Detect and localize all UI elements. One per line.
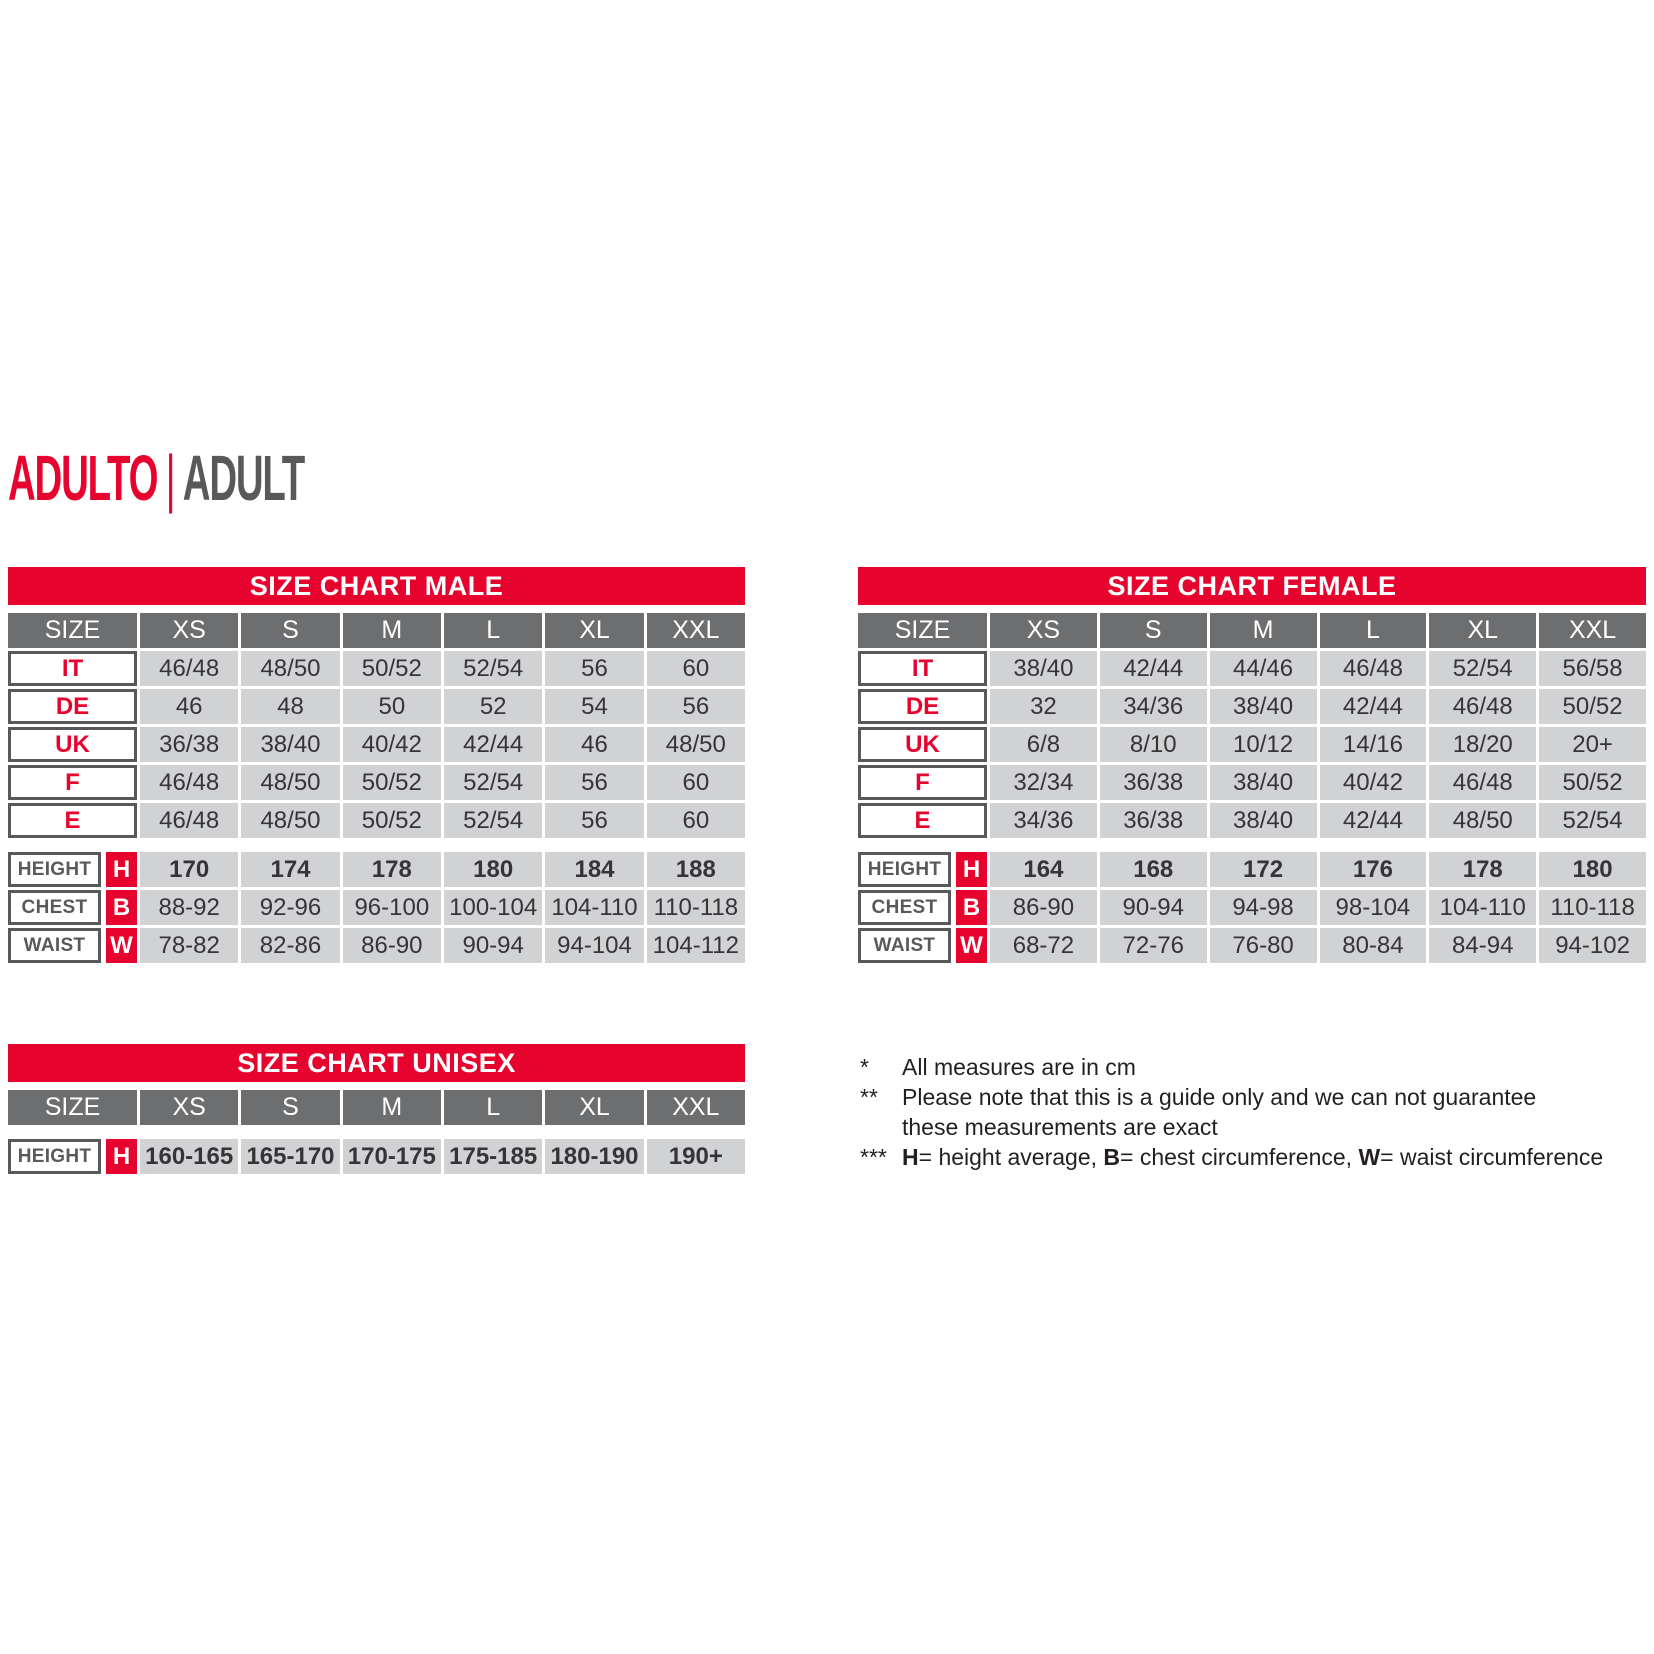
size-value-cell: 56: [647, 689, 745, 724]
column-header-l: L: [444, 1090, 542, 1125]
column-header-xl: XL: [1429, 613, 1536, 648]
size-value-cell: 42/44: [444, 727, 542, 762]
page-title: [8, 442, 305, 514]
measure-value-cell: 90-94: [1100, 890, 1207, 925]
size-value-cell: 36/38: [140, 727, 238, 762]
measure-value-cell: 188: [647, 852, 745, 887]
size-value-cell: 42/44: [1100, 651, 1207, 686]
size-value-cell: 8/10: [1100, 727, 1207, 762]
size-chart-unisex-table: [8, 1044, 745, 1174]
footnotes: [860, 1052, 1654, 1172]
measure-badge-w: W: [956, 928, 987, 963]
measure-value-cell: 80-84: [1320, 928, 1427, 963]
footnote-1: [860, 1052, 1654, 1082]
size-value-cell: 44/46: [1210, 651, 1317, 686]
size-value-cell: 48/50: [241, 803, 339, 838]
measure-value-cell: 160-165: [140, 1139, 238, 1174]
measure-value-cell: 180-190: [545, 1139, 643, 1174]
female-row-height: [858, 852, 1646, 887]
female-row-it: [858, 651, 1646, 686]
region-label-e: E: [858, 803, 987, 838]
column-header-l: L: [1320, 613, 1427, 648]
column-header-xs: XS: [990, 613, 1097, 648]
measure-value-cell: 178: [1429, 852, 1536, 887]
footnote-marker: **: [860, 1084, 878, 1110]
measure-label-waist: WAIST: [8, 928, 101, 963]
size-value-cell: 42/44: [1320, 803, 1427, 838]
footnote-text: Please note that this is a guide only and we can not guarantee these measurements are exact: [902, 1084, 1537, 1140]
male-row-it: [8, 651, 745, 686]
measure-value-cell: 168: [1100, 852, 1207, 887]
size-chart-male-table: [8, 567, 745, 963]
measure-value-cell: 68-72: [990, 928, 1097, 963]
measure-value-cell: 175-185: [444, 1139, 542, 1174]
measure-value-cell: 88-92: [140, 890, 238, 925]
column-header-s: S: [241, 1090, 339, 1125]
measure-value-cell: 96-100: [343, 890, 441, 925]
female-row-waist: [858, 928, 1646, 963]
region-label-de: DE: [8, 689, 137, 724]
size-value-cell: 46/48: [1429, 689, 1536, 724]
measure-value-cell: 180: [1539, 852, 1646, 887]
column-header-xxl: XXL: [647, 1090, 745, 1125]
size-value-cell: 36/38: [1100, 803, 1207, 838]
column-header-l: L: [444, 613, 542, 648]
column-header-xl: XL: [545, 613, 643, 648]
column-header-s: S: [241, 613, 339, 648]
footnote-text: H= height average, B= chest circumference, W= waist circumference: [902, 1144, 1604, 1170]
region-label-uk: UK: [8, 727, 137, 762]
size-value-cell: 50/52: [1539, 689, 1646, 724]
male-row-height: [8, 852, 745, 887]
male-row-de: [8, 689, 745, 724]
size-value-cell: 48/50: [1429, 803, 1536, 838]
column-header-xs: XS: [140, 1090, 238, 1125]
measure-value-cell: 78-82: [140, 928, 238, 963]
size-value-cell: 46/48: [1320, 651, 1427, 686]
size-value-cell: 40/42: [1320, 765, 1427, 800]
measure-value-cell: 104-110: [1429, 890, 1536, 925]
column-header-m: M: [1210, 613, 1317, 648]
size-value-cell: 10/12: [1210, 727, 1317, 762]
size-value-cell: 32/34: [990, 765, 1097, 800]
region-label-f: F: [858, 765, 987, 800]
measure-label-group: [858, 928, 987, 963]
female-row-f: [858, 765, 1646, 800]
column-header-s: S: [1100, 613, 1207, 648]
size-value-cell: 50/52: [343, 803, 441, 838]
size-value-cell: 52/54: [444, 765, 542, 800]
female-table-title: SIZE CHART FEMALE: [858, 567, 1646, 605]
size-value-cell: 48/50: [241, 651, 339, 686]
unisex-row-height: [8, 1139, 745, 1174]
measure-value-cell: 176: [1320, 852, 1427, 887]
size-value-cell: 46: [140, 689, 238, 724]
measure-label-group: [8, 890, 137, 925]
size-value-cell: 42/44: [1320, 689, 1427, 724]
footnote-text: All measures are in cm: [902, 1054, 1136, 1080]
column-header-xl: XL: [545, 1090, 643, 1125]
size-value-cell: 54: [545, 689, 643, 724]
measure-value-cell: 174: [241, 852, 339, 887]
size-value-cell: 60: [647, 651, 745, 686]
measure-label-height: HEIGHT: [8, 852, 101, 887]
size-value-cell: 46/48: [1429, 765, 1536, 800]
unisex-table-title: SIZE CHART UNISEX: [8, 1044, 745, 1082]
unisex-header-row: [8, 1090, 745, 1125]
page-title-separator: |: [165, 442, 175, 514]
measure-value-cell: 94-98: [1210, 890, 1317, 925]
footnote-3: [860, 1142, 1654, 1172]
measure-badge-w: W: [106, 928, 137, 963]
measure-value-cell: 92-96: [241, 890, 339, 925]
male-row-chest: [8, 890, 745, 925]
footnote-2: [860, 1082, 1654, 1142]
measure-badge-h: H: [106, 1139, 137, 1174]
measure-value-cell: 104-112: [647, 928, 745, 963]
measure-value-cell: 178: [343, 852, 441, 887]
measure-value-cell: 100-104: [444, 890, 542, 925]
measure-value-cell: 164: [990, 852, 1097, 887]
size-value-cell: 60: [647, 765, 745, 800]
size-value-cell: 38/40: [241, 727, 339, 762]
size-value-cell: 50/52: [343, 651, 441, 686]
measure-value-cell: 86-90: [343, 928, 441, 963]
size-value-cell: 56/58: [1539, 651, 1646, 686]
measure-value-cell: 190+: [647, 1139, 745, 1174]
size-value-cell: 38/40: [990, 651, 1097, 686]
measure-label-chest: CHEST: [858, 890, 951, 925]
female-row-uk: [858, 727, 1646, 762]
measure-label-group: [858, 852, 987, 887]
size-value-cell: 6/8: [990, 727, 1097, 762]
size-value-cell: 46/48: [140, 651, 238, 686]
measure-label-chest: CHEST: [8, 890, 101, 925]
measure-label-group: [8, 928, 137, 963]
measure-value-cell: 180: [444, 852, 542, 887]
measure-badge-h: H: [106, 852, 137, 887]
size-value-cell: 46: [545, 727, 643, 762]
region-label-f: F: [8, 765, 137, 800]
size-value-cell: 52: [444, 689, 542, 724]
measure-label-height: HEIGHT: [858, 852, 951, 887]
size-value-cell: 52/54: [1539, 803, 1646, 838]
female-row-chest: [858, 890, 1646, 925]
male-row-f: [8, 765, 745, 800]
size-value-cell: 48: [241, 689, 339, 724]
size-value-cell: 52/54: [444, 651, 542, 686]
footnote-marker: *: [860, 1054, 869, 1080]
measure-badge-h: H: [956, 852, 987, 887]
measure-value-cell: 110-118: [1539, 890, 1646, 925]
measure-value-cell: 172: [1210, 852, 1317, 887]
measure-value-cell: 165-170: [241, 1139, 339, 1174]
size-value-cell: 14/16: [1320, 727, 1427, 762]
size-value-cell: 40/42: [343, 727, 441, 762]
column-header-m: M: [343, 613, 441, 648]
measure-badge-b: B: [956, 890, 987, 925]
measure-value-cell: 94-102: [1539, 928, 1646, 963]
measure-label-group: [8, 1139, 137, 1174]
region-label-e: E: [8, 803, 137, 838]
column-header-xs: XS: [140, 613, 238, 648]
size-value-cell: 34/36: [1100, 689, 1207, 724]
size-value-cell: 52/54: [444, 803, 542, 838]
measure-label-group: [8, 852, 137, 887]
measure-value-cell: 94-104: [545, 928, 643, 963]
measure-value-cell: 184: [545, 852, 643, 887]
region-label-uk: UK: [858, 727, 987, 762]
column-header-xxl: XXL: [647, 613, 745, 648]
measure-value-cell: 170-175: [343, 1139, 441, 1174]
measure-value-cell: 72-76: [1100, 928, 1207, 963]
male-row-uk: [8, 727, 745, 762]
measure-value-cell: 104-110: [545, 890, 643, 925]
size-value-cell: 50/52: [343, 765, 441, 800]
size-value-cell: 48/50: [241, 765, 339, 800]
size-value-cell: 52/54: [1429, 651, 1536, 686]
female-header-row: [858, 613, 1646, 648]
column-header-xxl: XXL: [1539, 613, 1646, 648]
measure-label-group: [858, 890, 987, 925]
size-value-cell: 32: [990, 689, 1097, 724]
column-header-m: M: [343, 1090, 441, 1125]
size-value-cell: 34/36: [990, 803, 1097, 838]
size-value-cell: 60: [647, 803, 745, 838]
size-header-cell: SIZE: [858, 613, 987, 648]
measure-value-cell: 86-90: [990, 890, 1097, 925]
measure-value-cell: 170: [140, 852, 238, 887]
measure-value-cell: 82-86: [241, 928, 339, 963]
male-table-title: SIZE CHART MALE: [8, 567, 745, 605]
size-value-cell: 56: [545, 803, 643, 838]
size-value-cell: 20+: [1539, 727, 1646, 762]
page-title-primary: ADULTO: [8, 442, 158, 514]
measure-value-cell: 84-94: [1429, 928, 1536, 963]
size-value-cell: 46/48: [140, 803, 238, 838]
male-row-waist: [8, 928, 745, 963]
size-value-cell: 18/20: [1429, 727, 1536, 762]
measure-label-height: HEIGHT: [8, 1139, 101, 1174]
size-value-cell: 36/38: [1100, 765, 1207, 800]
size-value-cell: 38/40: [1210, 765, 1317, 800]
size-value-cell: 38/40: [1210, 689, 1317, 724]
measure-value-cell: 90-94: [444, 928, 542, 963]
female-row-e: [858, 803, 1646, 838]
size-value-cell: 56: [545, 651, 643, 686]
size-value-cell: 46/48: [140, 765, 238, 800]
size-value-cell: 48/50: [647, 727, 745, 762]
measure-value-cell: 76-80: [1210, 928, 1317, 963]
measure-badge-b: B: [106, 890, 137, 925]
region-label-it: IT: [858, 651, 987, 686]
size-value-cell: 56: [545, 765, 643, 800]
size-chart-female-table: [858, 567, 1646, 963]
measure-value-cell: 110-118: [647, 890, 745, 925]
size-header-cell: SIZE: [8, 1090, 137, 1125]
measure-label-waist: WAIST: [858, 928, 951, 963]
region-label-it: IT: [8, 651, 137, 686]
male-header-row: [8, 613, 745, 648]
size-value-cell: 38/40: [1210, 803, 1317, 838]
size-value-cell: 50/52: [1539, 765, 1646, 800]
measure-value-cell: 98-104: [1320, 890, 1427, 925]
female-row-de: [858, 689, 1646, 724]
footnote-marker: ***: [860, 1144, 887, 1170]
size-value-cell: 50: [343, 689, 441, 724]
male-row-e: [8, 803, 745, 838]
region-label-de: DE: [858, 689, 987, 724]
page-title-secondary: ADULT: [182, 442, 305, 514]
size-header-cell: SIZE: [8, 613, 137, 648]
